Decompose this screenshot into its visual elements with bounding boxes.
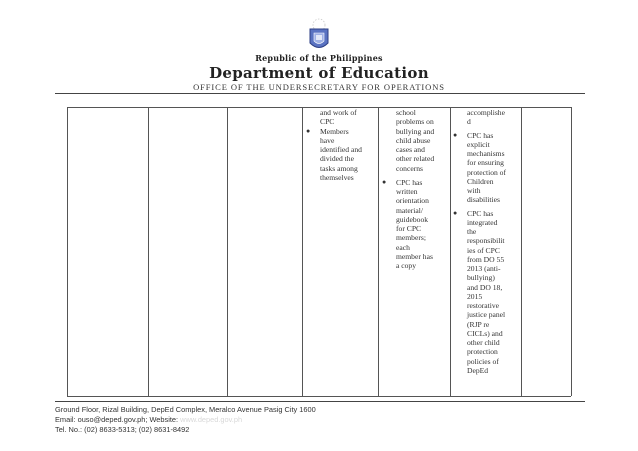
- cell-text: bullying and: [396, 126, 435, 136]
- cell-text: CICLs) and: [467, 328, 503, 338]
- table-col-border: [227, 107, 228, 396]
- cell-text: explicit: [467, 139, 490, 149]
- cell-text: have: [320, 135, 335, 145]
- footer-address: Ground Floor, Rizal Building, DepEd Complex, Meralco Avenue Pasig City 1600: [55, 405, 316, 414]
- cell-text: for CPC: [396, 224, 422, 233]
- cell-text: from DO 55: [467, 254, 505, 264]
- footer-website-link[interactable]: www.deped.gov.ph: [180, 415, 243, 424]
- cell-text: members;: [396, 233, 426, 243]
- cell-text: other child: [467, 338, 500, 347]
- cell-text: responsibilit: [467, 236, 505, 246]
- bullet-icon: ●: [382, 177, 387, 186]
- cell-text: themselves: [320, 172, 354, 182]
- footer-contact: [55, 415, 316, 425]
- cell-text: integrated: [467, 217, 498, 227]
- cell-text: 2013 (anti-: [467, 264, 501, 273]
- table-col-border: [302, 107, 303, 396]
- cell-text: material/: [396, 205, 423, 215]
- bullet-icon: ●: [453, 130, 458, 139]
- table-cell-col3: [306, 108, 362, 182]
- cell-text: CPC has: [396, 177, 423, 187]
- table-col-border: [148, 107, 149, 396]
- table-col-border: [571, 107, 572, 396]
- cell-text: protection of: [467, 167, 507, 177]
- cell-text: concerns: [396, 163, 423, 173]
- bullet-icon: ●: [306, 126, 311, 135]
- table-col-border: [378, 107, 379, 396]
- table-cell-col4: [382, 108, 435, 270]
- cell-text: mechanisms: [467, 149, 505, 158]
- cell-text: 2015: [467, 291, 483, 301]
- cell-text: each: [396, 242, 410, 252]
- cell-text: orientation: [396, 196, 429, 206]
- cell-text: school: [396, 108, 416, 117]
- footer-email: Email: ouso@deped.gov.ph; Website:: [55, 415, 179, 424]
- cell-text: protection: [467, 347, 498, 357]
- table-col-border: [67, 107, 68, 396]
- cell-text: cases and: [396, 145, 425, 154]
- cell-text: policies of: [467, 356, 499, 366]
- cell-text: Children: [467, 176, 494, 186]
- table-cell-col5: [453, 108, 507, 375]
- table-col-border: [521, 107, 522, 396]
- cell-text: guidebook: [396, 214, 429, 224]
- cell-text: DepEd: [467, 365, 489, 375]
- cell-text: child abuse: [396, 135, 431, 145]
- cell-text: CPC has: [467, 130, 494, 140]
- cell-text: the: [467, 227, 477, 236]
- deped-seal-icon: [301, 15, 337, 53]
- cell-text: Members: [320, 126, 349, 136]
- cell-text: with: [467, 186, 481, 195]
- cell-text: other related: [396, 154, 435, 164]
- footer-phone: Tel. No.: (02) 8633-5313; (02) 8631-8492: [55, 425, 190, 434]
- cell-text: accomplishe: [467, 108, 505, 117]
- cell-text: identified and: [320, 145, 362, 154]
- cell-text: disabilities: [467, 195, 500, 205]
- department-title: Department of Education: [209, 64, 429, 82]
- cell-text: a copy: [396, 261, 417, 270]
- header-divider: [55, 93, 585, 94]
- footer: [55, 405, 316, 435]
- cell-text: divided the: [320, 154, 354, 164]
- cell-text: for ensuring: [467, 158, 504, 168]
- table-bottom-border: [67, 396, 571, 397]
- cell-text: CPC: [320, 117, 335, 127]
- cell-text: tasks among: [320, 163, 358, 173]
- cell-text: CPC has: [467, 208, 494, 218]
- cell-text: member has: [396, 251, 433, 261]
- cell-text: problems on: [396, 117, 434, 127]
- cell-text: and DO 18,: [467, 282, 503, 292]
- bullet-icon: ●: [453, 208, 458, 217]
- cell-text: and work of: [320, 108, 357, 117]
- cell-text: restorative: [467, 301, 500, 310]
- footer-divider: [55, 401, 585, 402]
- office-subtitle: OFFICE OF THE UNDERSECRETARY FOR OPERATIONS: [193, 82, 445, 92]
- cell-text: written: [396, 187, 418, 196]
- cell-text: d: [467, 117, 471, 127]
- cell-text: justice panel: [467, 310, 506, 320]
- cell-text: (RJP re: [467, 319, 490, 329]
- cell-text: ies of CPC: [467, 245, 500, 255]
- republic-title: Republic of the Philippines: [255, 53, 383, 63]
- cell-text: bullying): [467, 273, 495, 283]
- table-col-border: [450, 107, 451, 396]
